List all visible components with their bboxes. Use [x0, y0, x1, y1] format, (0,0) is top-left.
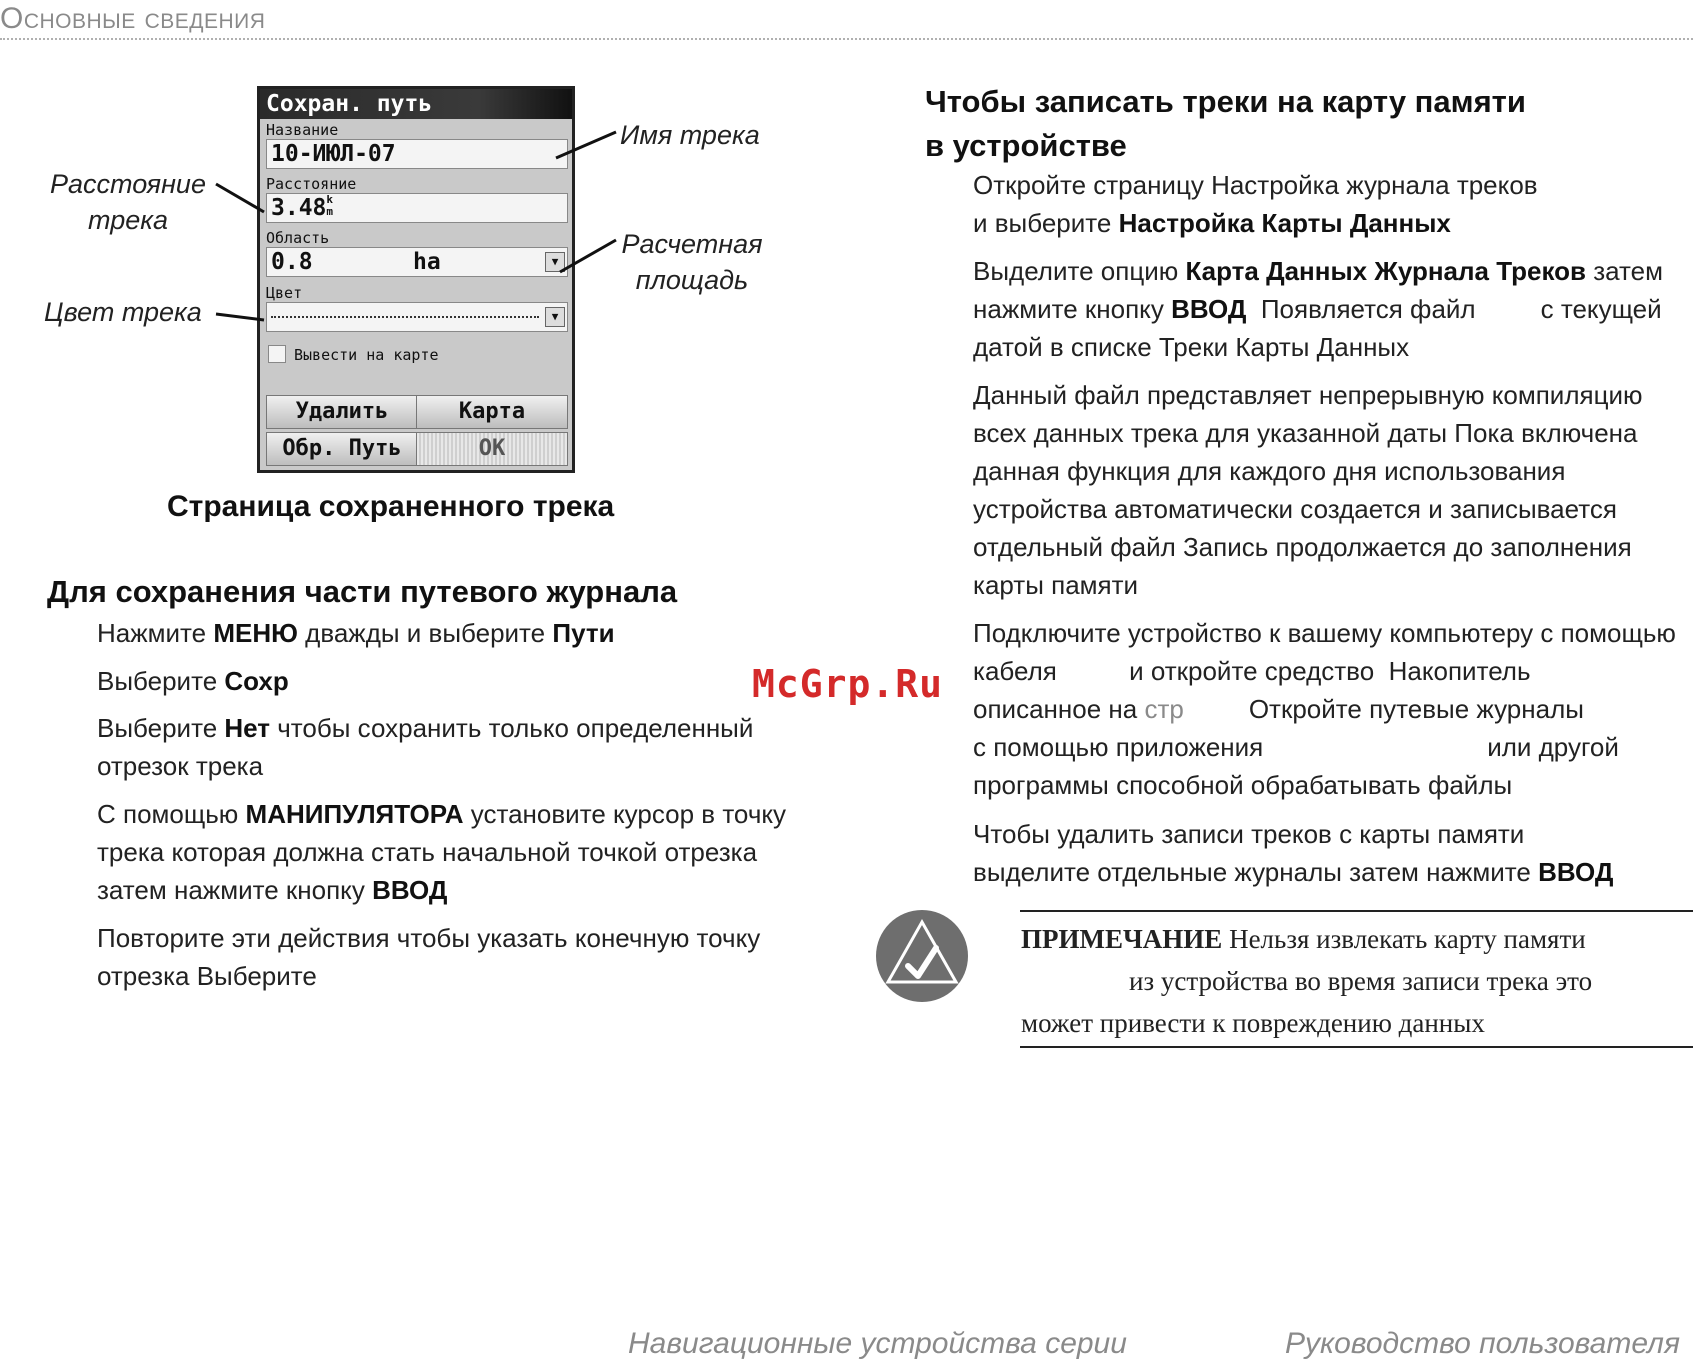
right-para-4 [973, 614, 1676, 804]
right-para-3 [973, 376, 1643, 604]
reverse-track-button: Обр. Путь [266, 432, 418, 466]
right-p4-line4: с помощью приложения или другой [973, 732, 1619, 762]
left-step-1 [97, 614, 615, 652]
show-on-map-checkbox [268, 345, 286, 363]
right-p2-l2-bold: ВВОД [1171, 294, 1247, 324]
note-bottom-rule [1020, 1046, 1693, 1048]
right-p2-l1-text: Выделите опцию [973, 256, 1186, 286]
distance-unit-top: k [326, 193, 334, 206]
note-label: ПРИМЕЧАНИЕ [1021, 924, 1223, 954]
right-p1-line2-text: и выберите [973, 208, 1119, 238]
distance-label: Расстояние [266, 175, 357, 193]
distance-unit-bottom: m [326, 205, 334, 218]
ok-button: OK [416, 432, 568, 466]
callout-calc-area-line1: Расчетная [621, 229, 763, 259]
footer-right: Руководство пользователя [1285, 1327, 1680, 1360]
right-p2-l2-text: нажмите кнопку [973, 294, 1172, 324]
note-line2: из устройства во время записи трека это [1129, 966, 1593, 996]
step4-text-b: установите курсор в точку [463, 799, 787, 829]
right-p1-line2-bold: Настройка Карты Данных [1118, 208, 1451, 238]
step4-bold-a: МАНИПУЛЯТОРА [245, 799, 464, 829]
running-header: Основные сведения [0, 2, 266, 35]
left-step-2 [97, 662, 289, 700]
right-p2-l1-post: затем [1585, 256, 1663, 286]
callout-line-track-color [216, 314, 264, 320]
step1-bold-b: Пути [552, 618, 615, 648]
right-p1-line1: Откройте страницу Настройка журнала треков [973, 170, 1538, 200]
right-p4-l3-post: Откройте путевые журналы [1183, 694, 1584, 724]
area-label: Область [266, 229, 330, 247]
left-step-5 [97, 919, 760, 995]
area-value: 0.8 [271, 249, 313, 275]
right-p4-l3-text: описанное на [973, 694, 1145, 724]
device-title: Сохран. путь [260, 89, 572, 119]
right-p3-line6: карты памяти [973, 570, 1139, 600]
step4-line2: трека которая должна стать начальной точкой отрезка [97, 837, 758, 867]
note-text [1021, 918, 1592, 1044]
name-label: Название [266, 121, 339, 139]
area-unit: ha [413, 249, 441, 275]
note-icon [876, 910, 968, 1002]
callout-calc-area [612, 226, 772, 298]
distance-value: 3.48 [271, 195, 327, 221]
right-p3-line1: Данный файл представляет непрерывную компиляцию [973, 380, 1643, 410]
right-heading-line2: в устройстве [925, 128, 1127, 163]
left-step-4 [97, 795, 786, 909]
figure-caption: Страница сохраненного трека [167, 490, 615, 523]
right-para-5 [973, 815, 1613, 891]
step4-text-a: С помощью [97, 799, 246, 829]
callout-calc-area-line2: площадь [635, 265, 749, 295]
step1-bold-a: МЕНЮ [213, 618, 298, 648]
left-section-heading: Для сохранения части путевого журнала [47, 574, 678, 609]
right-p5-line1: Чтобы удалить записи треков с карты памяти [973, 819, 1525, 849]
watermark-logo: McGrp.Ru [752, 662, 944, 706]
right-heading-line1: Чтобы записать треки на карту памяти [925, 84, 1526, 119]
chevron-down-icon: ▼ [545, 252, 565, 272]
chevron-down-icon: ▼ [545, 307, 565, 327]
note-top-rule [1020, 910, 1693, 912]
step4-bold-b: ВВОД [372, 875, 448, 905]
callout-track-distance [40, 166, 216, 238]
header-divider [0, 38, 1693, 40]
right-p3-line2: всех данных трека для указанной даты Пока включена [973, 418, 1638, 448]
callout-track-distance-line1: Расстояние [50, 169, 206, 199]
callout-track-distance-line2: трека [88, 205, 168, 235]
step1-text-a: Нажмите [97, 618, 214, 648]
left-step-3 [97, 709, 753, 785]
callout-line-track-distance [216, 184, 264, 212]
note-line1: Нельзя извлекать карту памяти [1222, 924, 1586, 954]
step3-text-a: Выберите [97, 713, 225, 743]
step3-line2: отрезок трека [97, 751, 264, 781]
map-button: Карта [416, 395, 568, 429]
callout-line-calc-area [560, 240, 616, 272]
step5-line1: Повторите эти действия чтобы указать конечную точку [97, 923, 761, 953]
step5-line2: отрезка Выберите [97, 961, 317, 991]
right-para-1 [973, 166, 1538, 242]
delete-button: Удалить [266, 395, 418, 429]
check-icon [876, 910, 968, 1002]
step3-text-b: чтобы сохранить только определенный [270, 713, 754, 743]
callout-line-track-name [556, 132, 616, 158]
step4-line3-text: затем нажмите кнопку [97, 875, 373, 905]
right-p4-line1: Подключите устройство к вашему компьютеру с помощью [973, 618, 1676, 648]
color-label: Цвет [266, 284, 303, 302]
right-p5-l2-bold: ВВОД [1538, 857, 1614, 887]
right-p3-line4: устройства автоматически создается и записывается [973, 494, 1617, 524]
right-p3-line3: данная функция для каждого дня использования [973, 456, 1566, 486]
step2-text: Выберите [97, 666, 225, 696]
right-p4-line5: программы способной обрабатывать файлы [973, 770, 1513, 800]
step2-bold: Сохр [224, 666, 289, 696]
show-on-map-label: Вывести на карте [294, 346, 439, 364]
right-p2-l1-bold: Карта Данных Журнала Треков [1185, 256, 1586, 286]
right-para-2 [973, 252, 1663, 366]
callout-track-color: Цвет трека [44, 297, 202, 327]
step3-bold: Нет [224, 713, 271, 743]
note-line3: может привести к повреждению данных [1021, 1008, 1485, 1038]
footer-left: Навигационные устройства серии [628, 1327, 1127, 1360]
right-p2-l2-post: Появляется файл с текущей [1246, 294, 1662, 324]
callout-track-name: Имя трека [620, 120, 760, 150]
right-p4-l3-link: стр [1144, 694, 1184, 724]
right-p2-line3: датой в списке Треки Карты Данных [973, 332, 1410, 362]
right-p5-l2-text: выделите отдельные журналы затем нажмите [973, 857, 1539, 887]
step1-text-b: дважды и выберите [297, 618, 553, 648]
right-p4-line2: кабеля и откройте средство Накопитель [973, 656, 1531, 686]
right-section-heading [925, 80, 1526, 168]
name-value: 10-ИЮЛ-07 [271, 141, 396, 167]
right-p3-line5: отдельный файл Запись продолжается до заполнения [973, 532, 1632, 562]
